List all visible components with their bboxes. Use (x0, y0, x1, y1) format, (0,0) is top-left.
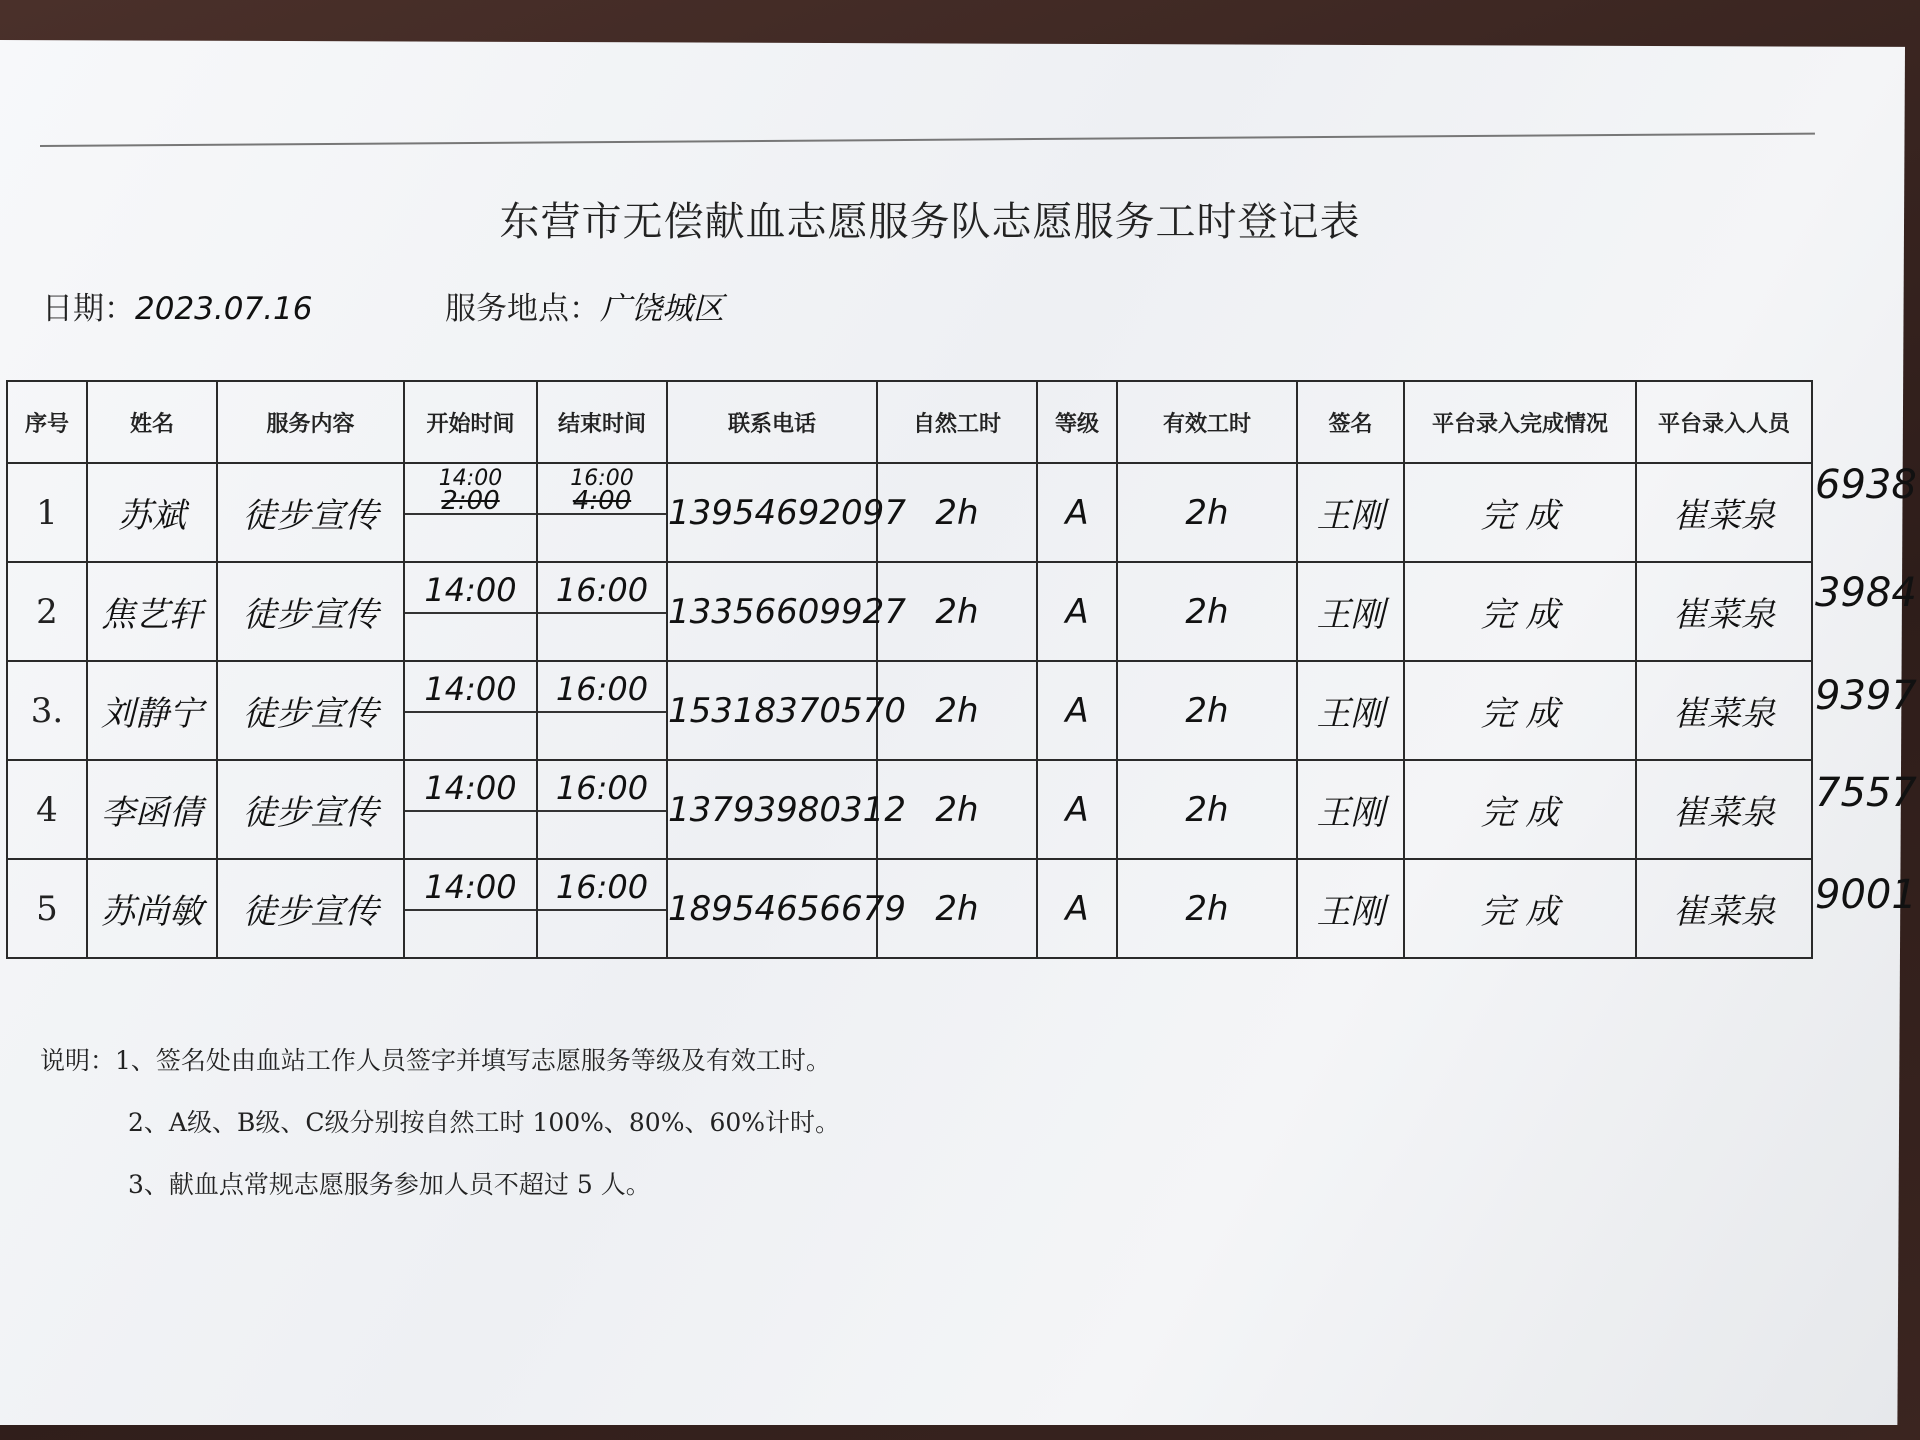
time-split-line (538, 711, 666, 713)
row-end (537, 859, 667, 958)
row-phone: 13954692097 (667, 463, 877, 562)
time-split-line (538, 810, 666, 812)
row-recorder: 崔菜泉 (1636, 562, 1812, 661)
time-split-line (405, 810, 536, 812)
end-value: 16:00 (555, 571, 649, 609)
date-value: 2023.07.16 (135, 291, 313, 327)
note-2: 2、A级、B级、C级分别按自然工时 100%、80%、60%计时。 (128, 1108, 841, 1137)
end-old: 4:00 (572, 486, 632, 516)
row-natural-hours: 2h (877, 859, 1037, 958)
time-split-line (538, 513, 666, 515)
start-correction (405, 466, 536, 516)
row-end (537, 463, 667, 562)
row-name: 焦艺轩 (87, 562, 217, 661)
time-split-line (405, 711, 536, 713)
table-row (7, 463, 1812, 562)
header-grade: 等级 (1037, 381, 1117, 463)
date-field (42, 283, 313, 328)
row-content: 徒步宣传 (217, 859, 404, 958)
row-idx: 3. (7, 661, 87, 760)
row-end (537, 562, 667, 661)
row-content: 徒步宣传 (217, 661, 404, 760)
row-idx: 1 (7, 463, 87, 562)
place-field (445, 283, 724, 328)
row-recorder: 崔菜泉 (1636, 661, 1812, 760)
row-idx: 4 (7, 760, 87, 859)
row-effective-hours: 2h (1117, 463, 1297, 562)
row-sign: 王刚 (1297, 859, 1404, 958)
row-phone: 15318370570 (667, 661, 877, 760)
row-status: 完 成 (1404, 463, 1636, 562)
row-name: 李函倩 (87, 760, 217, 859)
header-phone: 联系电话 (667, 381, 877, 463)
row-recorder: 崔菜泉 (1636, 859, 1812, 958)
row-natural-hours: 2h (877, 760, 1037, 859)
row-grade: A (1037, 463, 1117, 562)
row-idx: 2 (7, 562, 87, 661)
row-start (404, 562, 537, 661)
row-end (537, 661, 667, 760)
end-value: 16:00 (555, 868, 649, 906)
row-status: 完 成 (1404, 562, 1636, 661)
row-content: 徒步宣传 (217, 463, 404, 562)
row-status: 完 成 (1404, 661, 1636, 760)
row-natural-hours: 2h (877, 562, 1037, 661)
time-split-line (405, 612, 536, 614)
row-recorder: 崔菜泉 (1636, 760, 1812, 859)
row-name: 苏斌 (87, 463, 217, 562)
row-phone: 13356609927 (667, 562, 877, 661)
row-grade: A (1037, 760, 1117, 859)
row-effective-hours: 2h (1117, 760, 1297, 859)
row-recorder: 崔菜泉 (1636, 463, 1812, 562)
end-value: 16:00 (555, 769, 649, 807)
header-content: 服务内容 (217, 381, 404, 463)
end-value: 16:00 (555, 670, 649, 708)
row-idx: 5 (7, 859, 87, 958)
row-status: 完 成 (1404, 859, 1636, 958)
time-split-line (405, 909, 536, 911)
row-content: 徒步宣传 (217, 562, 404, 661)
header-recorder: 平台录入人员 (1636, 381, 1812, 463)
row-grade: A (1037, 661, 1117, 760)
side-number: 9397 (1815, 673, 1917, 719)
row-phone: 18954656679 (667, 859, 877, 958)
table-row (7, 562, 1812, 661)
time-split-line (538, 612, 666, 614)
row-sign: 王刚 (1297, 463, 1404, 562)
notes (40, 1030, 840, 1216)
top-rule (40, 133, 1815, 147)
header-natural-hours: 自然工时 (877, 381, 1037, 463)
table-row (7, 760, 1812, 859)
table-row (7, 859, 1812, 958)
start-new: 14:00 (438, 466, 503, 491)
header-sign: 签名 (1297, 381, 1404, 463)
row-natural-hours: 2h (877, 463, 1037, 562)
row-sign: 王刚 (1297, 661, 1404, 760)
start-value: 14:00 (424, 571, 517, 609)
registration-table (6, 380, 1813, 959)
row-effective-hours: 2h (1117, 859, 1297, 958)
header-idx: 序号 (7, 381, 87, 463)
row-content: 徒步宣传 (217, 760, 404, 859)
note-3: 3、献血点常规志愿服务参加人员不超过 5 人。 (128, 1170, 651, 1199)
row-end (537, 760, 667, 859)
row-grade: A (1037, 562, 1117, 661)
side-number: 6938 (1815, 462, 1917, 508)
header-effective-hours: 有效工时 (1117, 381, 1297, 463)
start-old: 2:00 (441, 486, 500, 516)
place-label: 服务地点： (445, 291, 600, 327)
note-1: 说明：1、签名处由血站工作人员签字并填写志愿服务等级及有效工时。 (40, 1046, 831, 1075)
row-sign: 王刚 (1297, 562, 1404, 661)
row-effective-hours: 2h (1117, 661, 1297, 760)
row-start (404, 859, 537, 958)
row-phone: 13793980312 (667, 760, 877, 859)
row-natural-hours: 2h (877, 661, 1037, 760)
row-start (404, 463, 537, 562)
date-label: 日期： (42, 291, 135, 327)
header-row (7, 381, 1812, 463)
row-name: 苏尚敏 (87, 859, 217, 958)
place-value: 广饶城区 (600, 291, 724, 327)
row-start (404, 661, 537, 760)
row-effective-hours: 2h (1117, 562, 1297, 661)
end-correction (538, 466, 666, 516)
row-sign: 王刚 (1297, 760, 1404, 859)
time-split-line (538, 909, 666, 911)
start-value: 14:00 (424, 769, 517, 807)
end-new: 16:00 (570, 466, 634, 491)
form-title: 东营市无偿献血志愿服务队志愿服务工时登记表 (499, 199, 1361, 245)
side-number: 7557 (1815, 770, 1917, 816)
table-row (7, 661, 1812, 760)
row-status: 完 成 (1404, 760, 1636, 859)
header-start: 开始时间 (404, 381, 537, 463)
row-start (404, 760, 537, 859)
header-end: 结束时间 (537, 381, 667, 463)
side-number: 3984 (1815, 570, 1917, 616)
row-grade: A (1037, 859, 1117, 958)
side-number: 9001 (1815, 872, 1917, 918)
start-value: 14:00 (424, 670, 517, 708)
header-name: 姓名 (87, 381, 217, 463)
row-name: 刘静宁 (87, 661, 217, 760)
header-platform-status: 平台录入完成情况 (1404, 381, 1636, 463)
time-split-line (405, 513, 536, 515)
start-value: 14:00 (424, 868, 517, 906)
